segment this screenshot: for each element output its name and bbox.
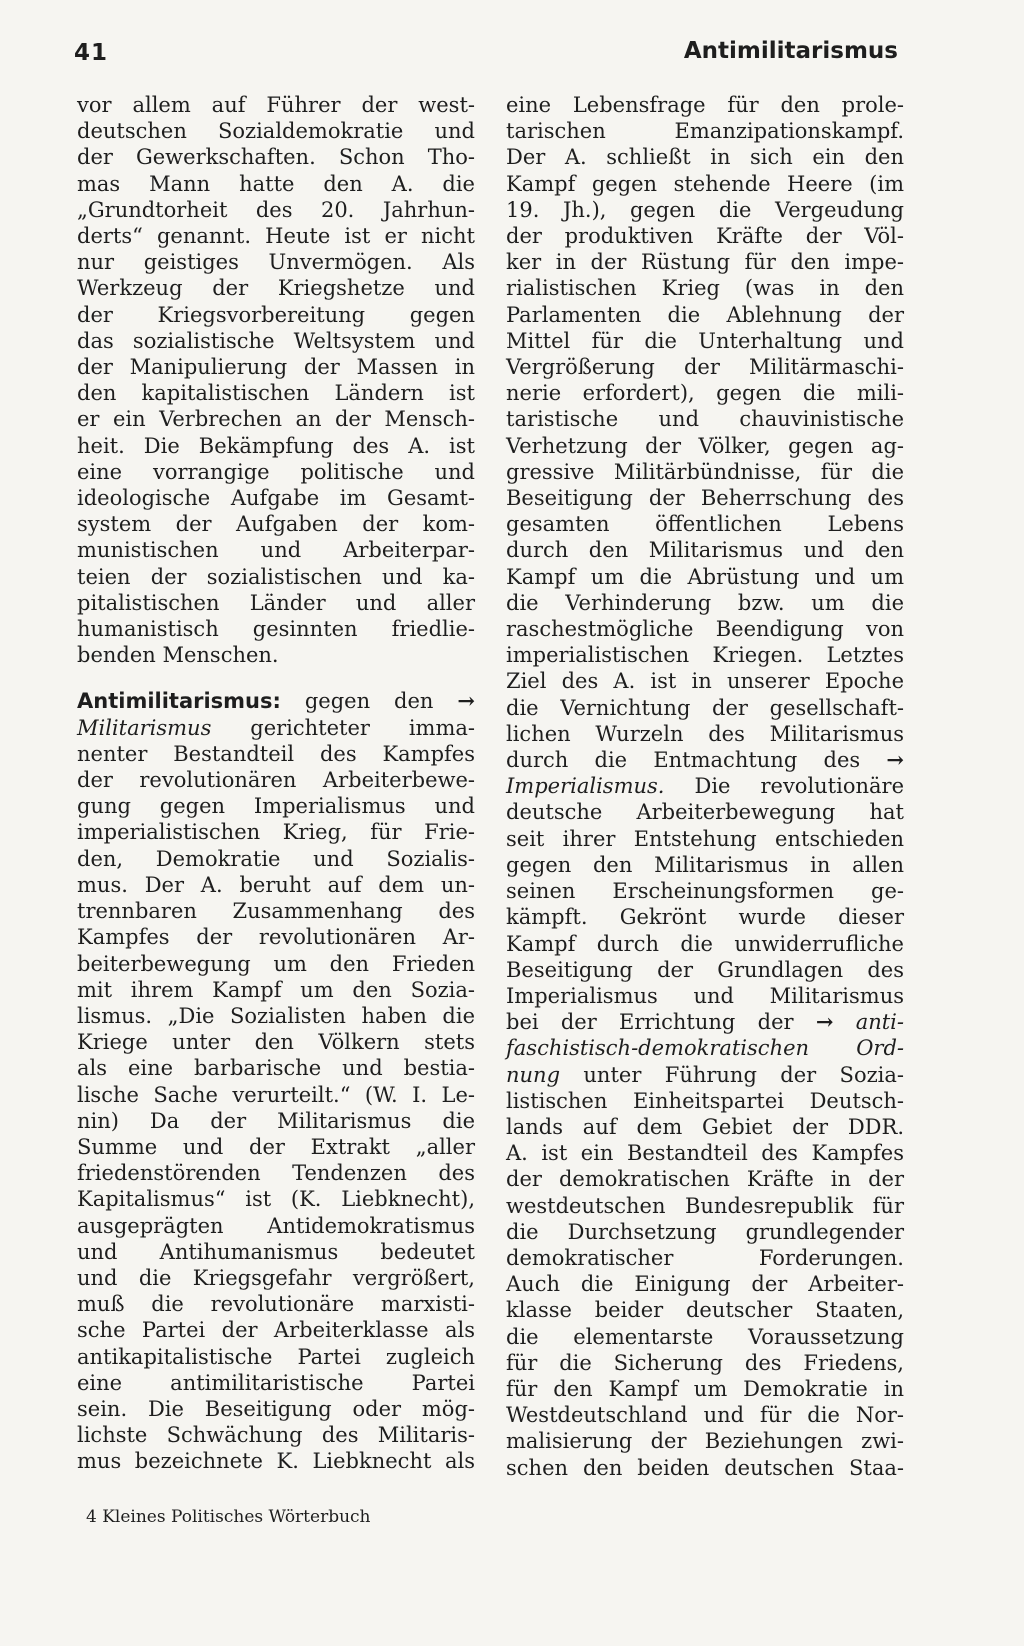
text-line: deutschen Sozialdemokratie und [77, 119, 475, 144]
text-line: das sozialistische Weltsystem und [77, 328, 475, 353]
text-line: seit ihrer Entstehung entschieden [506, 826, 904, 851]
text-line: die Verhinderung bzw. um die [506, 590, 904, 615]
text-line: mas Mann hatte den A. die [77, 171, 475, 196]
text-line: Der A. schließt in sich ein den [506, 145, 904, 170]
text-line: malisierung der Beziehungen zwi- [506, 1429, 904, 1454]
text-line: Beseitigung der Grundlagen des [506, 957, 904, 982]
text-line: imperialistischen Kriegen. Letztes [506, 643, 904, 668]
text-line: raschestmögliche Beendigung von [506, 617, 904, 642]
text-line: er ein Verbrechen an der Mensch- [77, 407, 475, 432]
text-line: nin) Da der Militarismus die [77, 1108, 475, 1133]
text-line: Imperialismus und Militarismus [506, 983, 904, 1008]
text-line: klasse beider deutscher Staaten, [506, 1298, 904, 1323]
ref-line-ordnung-1 [506, 1009, 904, 1035]
text-line: gung gegen Imperialismus und [77, 794, 475, 819]
running-head: Antimilitarismus [683, 38, 898, 64]
ref-line-ordnung-3 [506, 1062, 904, 1088]
entry-text: unter Führung der Sozia- [560, 1062, 904, 1087]
text-line: Vergrößerung der Militärmaschi- [506, 355, 904, 380]
text-line: eine Lebensfrage für den prole- [506, 93, 904, 117]
text-line: Kampfes der revolutionären Ar- [77, 925, 475, 950]
text-line: lichen Wurzeln des Militarismus [506, 721, 904, 746]
text-line: für den Kampf um Demokratie in [506, 1376, 904, 1401]
cross-reference: faschistisch-demokratischen Ord- [506, 1036, 904, 1061]
text-line: listischen Einheitspartei Deutsch- [506, 1088, 904, 1113]
ref-line-imperialismus-1 [506, 747, 904, 773]
text-line: mus. Der A. beruht auf dem un- [77, 872, 475, 897]
cross-reference-arrow-icon: → [815, 1009, 834, 1035]
text-line: Kampf durch die unwiderrufliche [506, 931, 904, 956]
text-line: muß die revolutionäre marxisti- [77, 1292, 475, 1317]
text-line: Verhetzung der Völker, gegen ag- [506, 433, 904, 458]
text-line: friedenstörenden Tendenzen des [77, 1161, 475, 1186]
text-line: munistischen und Arbeiterpar- [77, 538, 475, 563]
text-line: lismus. „Die Sozialisten haben die [77, 1003, 475, 1028]
text-line: nerie erfordert), gegen die mili- [506, 381, 904, 406]
ref-line-ordnung-2 [506, 1035, 904, 1061]
text-line: Parlamenten die Ablehnung der [506, 302, 904, 327]
text-line: Westdeutschland und für die Nor- [506, 1403, 904, 1428]
text-line: Beseitigung der Beherrschung des [506, 486, 904, 511]
page-number: 41 [74, 40, 109, 66]
text-line: die elementarste Voraussetzung [506, 1324, 904, 1349]
text-line: ausgeprägten Antidemokratismus [77, 1213, 475, 1238]
cross-reference-arrow-icon: → [886, 747, 904, 773]
text-line: für die Sicherung des Friedens, [506, 1350, 904, 1375]
entry-text: gegen den [280, 689, 458, 714]
cross-reference: Imperialismus. [506, 774, 665, 799]
text-line: teien der sozialistischen und ka- [77, 564, 475, 589]
ref-line-imperialismus-2 [506, 773, 904, 799]
cross-reference-arrow-icon: → [457, 688, 475, 714]
entry-text: bei der Errichtung der [506, 1010, 816, 1035]
cross-reference: anti- [855, 1010, 904, 1035]
cross-reference: nung [506, 1062, 561, 1087]
text-line: Kampf gegen stehende Heere (im [506, 171, 904, 196]
text-line: kämpft. Gekrönt wurde dieser [506, 905, 904, 930]
text-line: und Antihumanismus bedeutet [77, 1239, 475, 1264]
text-line: die Vernichtung der gesellschaft- [506, 695, 904, 720]
text-line: schen den beiden deutschen Staa- [506, 1455, 904, 1480]
left-column [77, 92, 475, 1475]
text-line: imperialistischen Krieg, für Frie- [77, 820, 475, 845]
text-line: derts“ genannt. Heute ist er nicht [77, 224, 475, 249]
text-line: der demokratischen Kräfte in der [506, 1167, 904, 1192]
text-line: tarischen Emanzipationskampf. [506, 119, 904, 144]
text-line: Kampf um die Abrüstung und um [506, 564, 904, 589]
text-line: Ziel des A. ist in unserer Epoche [506, 669, 904, 694]
text-line: gressive Militärbündnisse, für die [506, 459, 904, 484]
text-line: Werkzeug der Kriegshetze und [77, 276, 475, 301]
text-line: deutsche Arbeiterbewegung hat [506, 800, 904, 825]
text-line: eine antimilitaristische Partei [77, 1370, 475, 1395]
text-line: der Kriegsvorbereitung gegen [77, 302, 475, 327]
text-line: system der Aufgaben der kom- [77, 512, 475, 537]
text-line: lische Sache verurteilt.“ (W. I. Le- [77, 1082, 475, 1107]
text-line: lichste Schwächung des Militaris- [77, 1423, 475, 1448]
text-line: 19. Jh.), gegen die Vergeudung [506, 197, 904, 222]
text-line: vor allem auf Führer der west- [77, 93, 475, 117]
text-line: eine vorrangige politische und [77, 459, 475, 484]
text-line: trennbaren Zusammenhang des [77, 899, 475, 924]
text-line: nur geistiges Unvermögen. Als [77, 250, 475, 275]
entry-headword: Antimilitarismus: [77, 689, 281, 714]
text-line: der Manipulierung der Massen in [77, 355, 475, 380]
text-line: sche Partei der Arbeiterklasse als [77, 1318, 475, 1343]
entry-ref-line [77, 715, 475, 741]
text-line: beiterbewegung um den Frieden [77, 951, 475, 976]
text-line: Kapitalismus“ ist (K. Liebknecht), [77, 1187, 475, 1212]
text-line: humanistisch gesinnten friedlie- [77, 617, 475, 642]
text-line: der revolutionären Arbeiterbewe- [77, 768, 475, 793]
text-line: Kriege unter den Völkern stets [77, 1030, 475, 1055]
text-line: benden Menschen. [77, 643, 279, 668]
text-line: sein. Die Beseitigung oder mög- [77, 1396, 475, 1421]
text-line: durch den Militarismus und den [506, 538, 904, 563]
text-line: taristische und chauvinistische [506, 407, 904, 432]
text-line: als eine barbarische und bestia- [77, 1056, 475, 1081]
text-line: den kapitalistischen Ländern ist [77, 381, 475, 406]
text-line: der Gewerkschaften. Schon Tho- [77, 145, 475, 170]
text-line: heit. Die Bekämpfung des A. ist [77, 433, 475, 458]
text-line: nenter Bestandteil des Kampfes [77, 741, 475, 766]
footer-signature: 4 Kleines Politisches Wörterbuch [86, 1507, 371, 1527]
text-line: lands auf dem Gebiet der DDR. [506, 1114, 904, 1139]
entry-text: durch die Entmachtung des [506, 748, 887, 773]
text-line: A. ist ein Bestandteil des Kampfes [506, 1141, 904, 1166]
text-line: und die Kriegsgefahr vergrößert, [77, 1265, 475, 1290]
text-line: seinen Erscheinungsformen ge- [506, 879, 904, 904]
text-line: antikapitalistische Partei zugleich [77, 1344, 475, 1369]
text-line: gegen den Militarismus in allen [506, 852, 904, 877]
text-line: Mittel für die Unterhaltung und [506, 328, 904, 353]
entry-text: gerichteter imma- [211, 715, 475, 740]
text-line: den, Demokratie und Sozialis- [77, 846, 475, 871]
text-line: der produktiven Kräfte der Völ- [506, 224, 904, 249]
text-line: „Grundtorheit des 20. Jahrhun- [77, 197, 475, 222]
text-line: Auch die Einigung der Arbeiter- [506, 1272, 904, 1297]
text-line: pitalistischen Länder und aller [77, 590, 475, 615]
text-line: Summe und der Extrakt „aller [77, 1134, 475, 1159]
text-line: mus bezeichnete K. Liebknecht als [77, 1449, 475, 1474]
right-column [506, 92, 904, 1481]
text-line: mit ihrem Kampf um den Sozia- [77, 977, 475, 1002]
cross-reference: Militarismus [77, 715, 212, 740]
text-line: die Durchsetzung grundlegender [506, 1219, 904, 1244]
text-line: ideologische Aufgabe im Gesamt- [77, 486, 475, 511]
entry-text: Die revolutionäre [664, 774, 904, 799]
text-line: demokratischer Forderungen. [506, 1245, 904, 1270]
text-line: gesamten öffentlichen Lebens [506, 512, 904, 537]
text-line: ker in der Rüstung für den impe- [506, 250, 904, 275]
entry-first-line [77, 688, 475, 714]
text-line: westdeutschen Bundesrepublik für [506, 1193, 904, 1218]
text-line: rialistischen Krieg (was in den [506, 276, 904, 301]
